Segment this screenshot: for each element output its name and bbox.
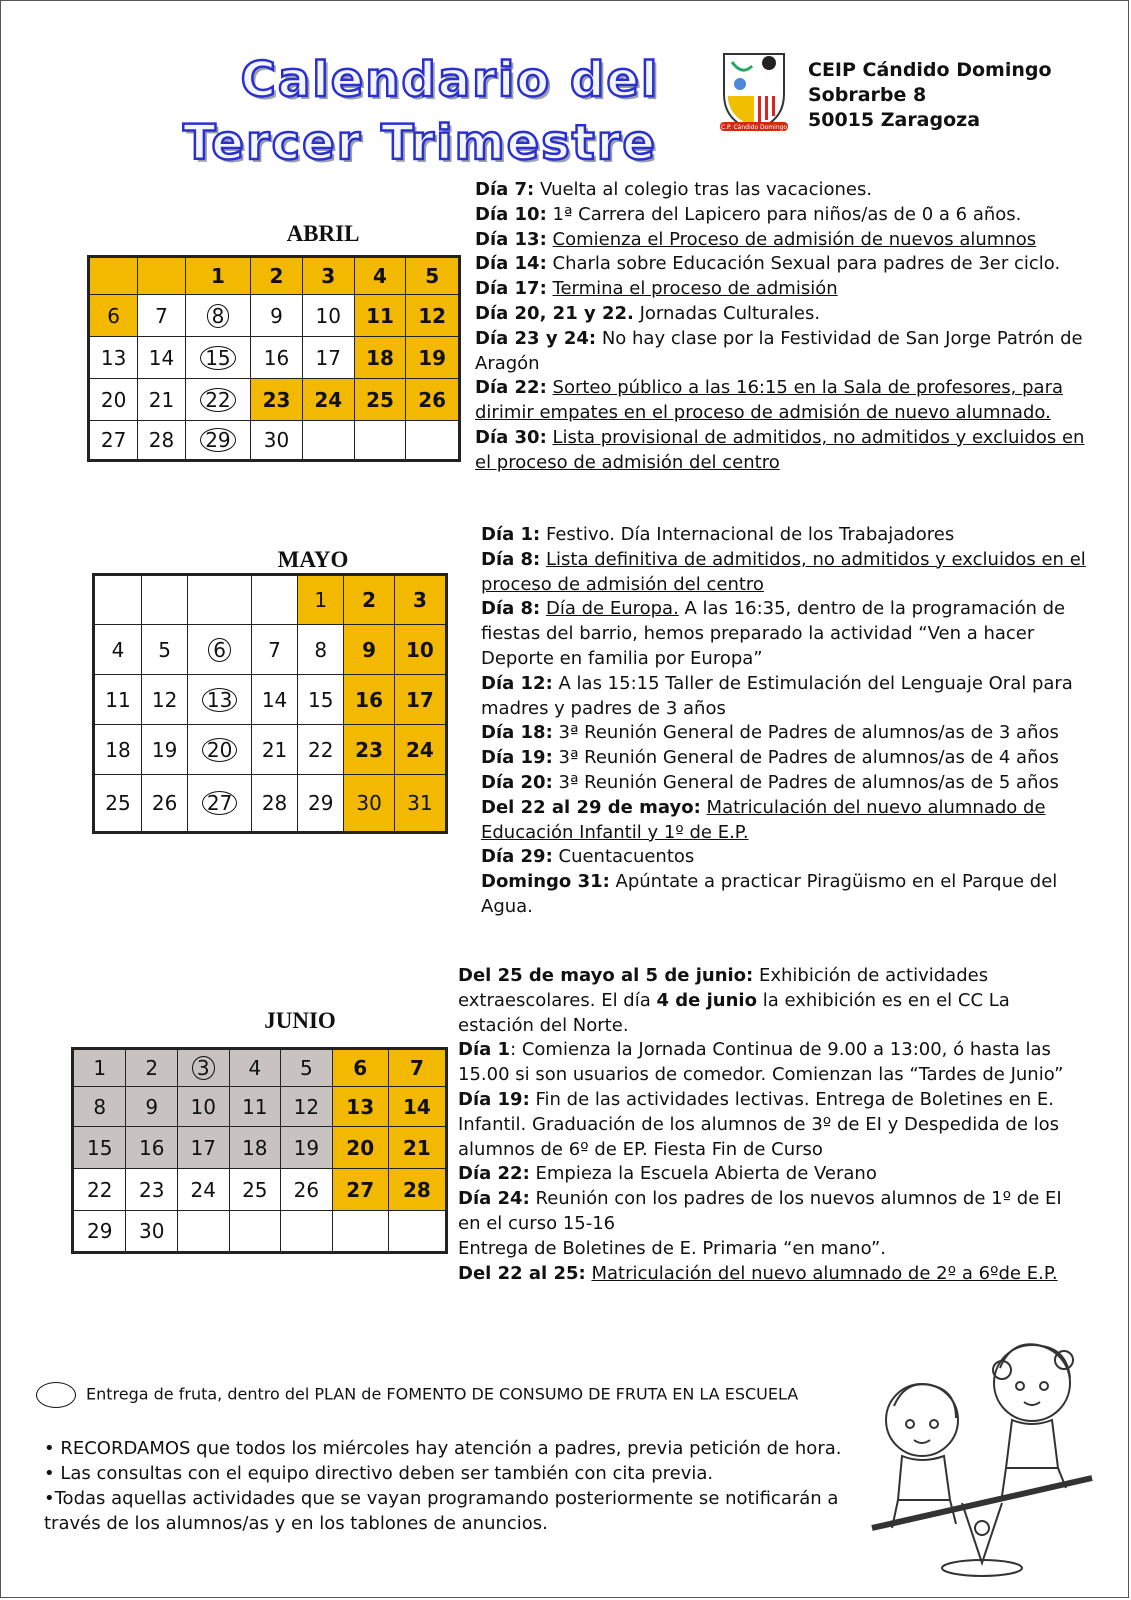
- event-item: [458, 1237, 1070, 1262]
- event-item: [481, 721, 1101, 746]
- event-item: [475, 302, 1090, 327]
- events-abril: [475, 178, 1090, 476]
- event-text: Empieza la Escuela Abierta de Verano: [529, 1163, 877, 1185]
- legend-text: Entrega de fruta, dentro del PLAN de FOMENTO DE CONSUMO DE FRUTA EN LA ESCUELA: [86, 1384, 799, 1404]
- school-crest-logo: [718, 48, 790, 134]
- event-text: Vuelta al colegio tras las vacaciones.: [534, 179, 873, 200]
- calendar-mayo: 1 2 3 4 5 6 7 8 9 10 11 12 13 14 15 16 17 18 19 20 21 22 23 24 25 26 27 28 29 30 31: [92, 573, 448, 834]
- event-item: [458, 1088, 1070, 1162]
- event-underlined-text: Sorteo público a las 16:15 en la Sala de profesores, para dirimir empates en el proceso de admisión de nuevo alumnado.: [475, 377, 1064, 424]
- event-item: [481, 870, 1101, 920]
- event-item: [481, 523, 1101, 548]
- event-date: Día 12:: [481, 672, 553, 694]
- event-item: [481, 746, 1101, 771]
- event-date: Día 1:: [481, 524, 541, 545]
- event-item: [481, 597, 1101, 671]
- event-item: [475, 277, 1090, 302]
- event-date: Día 8:: [481, 598, 541, 620]
- event-date: Día 8:: [481, 548, 541, 570]
- event-date: 4 de junio: [656, 989, 757, 1011]
- month-title-mayo: MAYO: [277, 547, 349, 572]
- event-text: Reunión con los padres de los nuevos alumnos de 1º de EI en el curso 15-16: [458, 1188, 1062, 1234]
- event-text: la exhibición es en el CC La estación del Norte.: [458, 989, 1010, 1036]
- events-junio: [458, 964, 1070, 1286]
- event-text: Fin de las actividades lectivas. Entrega de Boletines en E. Infantil. Graduación de los alumnos de 3º de EI y Despedida de los alumnos de 6º de EP. Fiesta Fin de Curso: [458, 1088, 1060, 1160]
- events-mayo: [481, 523, 1101, 920]
- oval-legend-icon: [36, 1382, 76, 1408]
- event-item: [458, 1038, 1070, 1088]
- event-date: Día 30:: [475, 426, 547, 448]
- event-date: Día 1: [458, 1039, 511, 1061]
- event-underlined-text: Lista definitiva de admitidos, no admitidos y excluidos en el proceso de admisión del centro: [481, 548, 1086, 595]
- event-text: 1ª Carrera del Lapicero para niños/as de 0 a 6 años.: [546, 203, 1022, 225]
- event-text: Entrega de Boletines de E. Primaria “en mano”.: [458, 1237, 887, 1259]
- event-item: [475, 327, 1090, 377]
- event-text: Exhibición de actividades extraescolares. El día: [458, 965, 989, 1011]
- event-item: [475, 252, 1090, 277]
- event-date: Día 29:: [481, 846, 553, 868]
- event-text: Jornadas Culturales.: [633, 302, 821, 324]
- event-item: [481, 672, 1101, 722]
- event-date: Día 23 y 24:: [475, 327, 597, 349]
- event-underlined-text: Termina el proceso de admisión: [552, 278, 838, 300]
- event-text: A las 15:15 Taller de Estimulación del Lenguaje Oral para madres y padres de 3 años: [481, 672, 1073, 719]
- school-city: 50015 Zaragoza: [808, 109, 981, 131]
- event-date: Del 22 al 25:: [458, 1262, 586, 1284]
- children-seesaw-illustration: [852, 1328, 1112, 1588]
- event-date: Día 20, 21 y 22.: [475, 302, 634, 324]
- title-line-2: Tercer Trimestre: [183, 115, 657, 171]
- event-underlined-text: Lista provisional de admitidos, no admitidos y excluidos en el proceso de admisión del centro: [475, 426, 1085, 473]
- reminder-notes: [44, 1436, 864, 1536]
- school-name: CEIP Cándido Domingo: [808, 59, 1052, 81]
- note-4: través de los alumnos/as y en los tablones de anuncios.: [44, 1513, 548, 1534]
- event-item: [475, 203, 1090, 228]
- event-text: : Comienza la Jornada Continua de 9.00 a 13:00, ó hasta las 15.00 si son usuarios de comedor. Comienzan las “Tardes de Junio”: [458, 1039, 1064, 1086]
- event-date: Domingo 31:: [481, 871, 610, 893]
- event-item: [481, 548, 1101, 598]
- fruit-legend: [36, 1382, 798, 1408]
- school-street: Sobrarbe 8: [808, 84, 927, 106]
- event-item: [475, 178, 1090, 203]
- note-3: •Todas aquellas actividades que se vayan programando posteriormente se notificarán a: [44, 1488, 839, 1509]
- event-date: Día 10:: [475, 203, 547, 225]
- event-item: [475, 228, 1090, 253]
- event-date: Día 18:: [481, 722, 553, 744]
- event-text: Charla sobre Educación Sexual para padres de 3er ciclo.: [546, 253, 1061, 275]
- event-date: Día 24:: [458, 1188, 530, 1210]
- event-item: [458, 1262, 1070, 1287]
- event-text: Cuentacuentos: [552, 846, 695, 868]
- event-text: Festivo. Día Internacional de los Trabajadores: [540, 524, 955, 545]
- event-text: No hay clase por la Festividad de San Jorge Patrón de Aragón: [475, 327, 1083, 374]
- event-date: Día 20:: [481, 771, 553, 793]
- event-date: Del 22 al 29 de mayo:: [481, 796, 701, 818]
- event-date: Día 19:: [481, 747, 553, 769]
- event-underlined-text: Comienza el Proceso de admisión de nuevos alumnos: [552, 228, 1037, 250]
- event-text: 3ª Reunión General de Padres de alumnos/as de 3 años: [552, 722, 1059, 744]
- event-text: Apúntate a practicar Piragüismo en el Parque del Agua.: [481, 871, 1058, 917]
- event-date: Día 22:: [458, 1163, 530, 1185]
- event-date: Día 14:: [475, 253, 547, 275]
- month-title-abril: ABRIL: [286, 221, 360, 246]
- event-underlined-text: Matriculación del nuevo alumnado de Educación Infantil y 1º de E.P.: [481, 796, 1046, 843]
- event-underlined-text: Día de Europa.: [545, 598, 679, 620]
- event-text: 3ª Reunión General de Padres de alumnos/as de 5 años: [552, 771, 1059, 793]
- month-title-junio: JUNIO: [264, 1008, 336, 1033]
- event-date: Día 13:: [475, 228, 547, 250]
- event-text: 3ª Reunión General de Padres de alumnos/as de 4 años: [552, 747, 1059, 769]
- event-item: [481, 796, 1101, 846]
- event-date: Día 22:: [475, 377, 547, 399]
- event-item: [475, 376, 1090, 426]
- event-date: Del 25 de mayo al 5 de junio:: [458, 965, 754, 986]
- event-text: A las 16:35, dentro de la programación de fiestas del barrio, hemos preparado la actividad “Ven a hacer Deporte en familia por Europa”: [481, 598, 1066, 669]
- event-date: Día 19:: [458, 1088, 530, 1110]
- note-1: • RECORDAMOS que todos los miércoles hay atención a padres, previa petición de hora.: [44, 1438, 842, 1459]
- event-date: Día 7:: [475, 179, 535, 200]
- note-2: • Las consultas con el equipo directivo deben ser también con cita previa.: [44, 1463, 714, 1484]
- event-item: [475, 426, 1090, 476]
- event-date: Día 17:: [475, 278, 547, 300]
- logo-ribbon-text: C.P. Cándido Domingo: [720, 124, 788, 131]
- event-item: [481, 771, 1101, 796]
- event-item: [458, 1187, 1070, 1237]
- calendar-abril: 1 2 3 4 5 6 7 8 9 10 11 12 13 14 15 16 17 18 19 20 21 22 23 24 25 26 27 28 29 30: [87, 255, 461, 462]
- event-item: [458, 964, 1070, 1038]
- calendar-junio: 1 2 3 4 5 6 7 8 9 10 11 12 13 14 15 16 17 18 19 20 21 22 23 24 25 26 27 28 29 30: [71, 1047, 448, 1254]
- title-line-1: Calendario del: [240, 52, 660, 108]
- school-address: [808, 58, 1052, 133]
- event-item: [458, 1162, 1070, 1187]
- event-item: [481, 845, 1101, 870]
- event-underlined-text: Matriculación del nuevo alumnado de 2º a 6ºde E.P.: [591, 1262, 1058, 1284]
